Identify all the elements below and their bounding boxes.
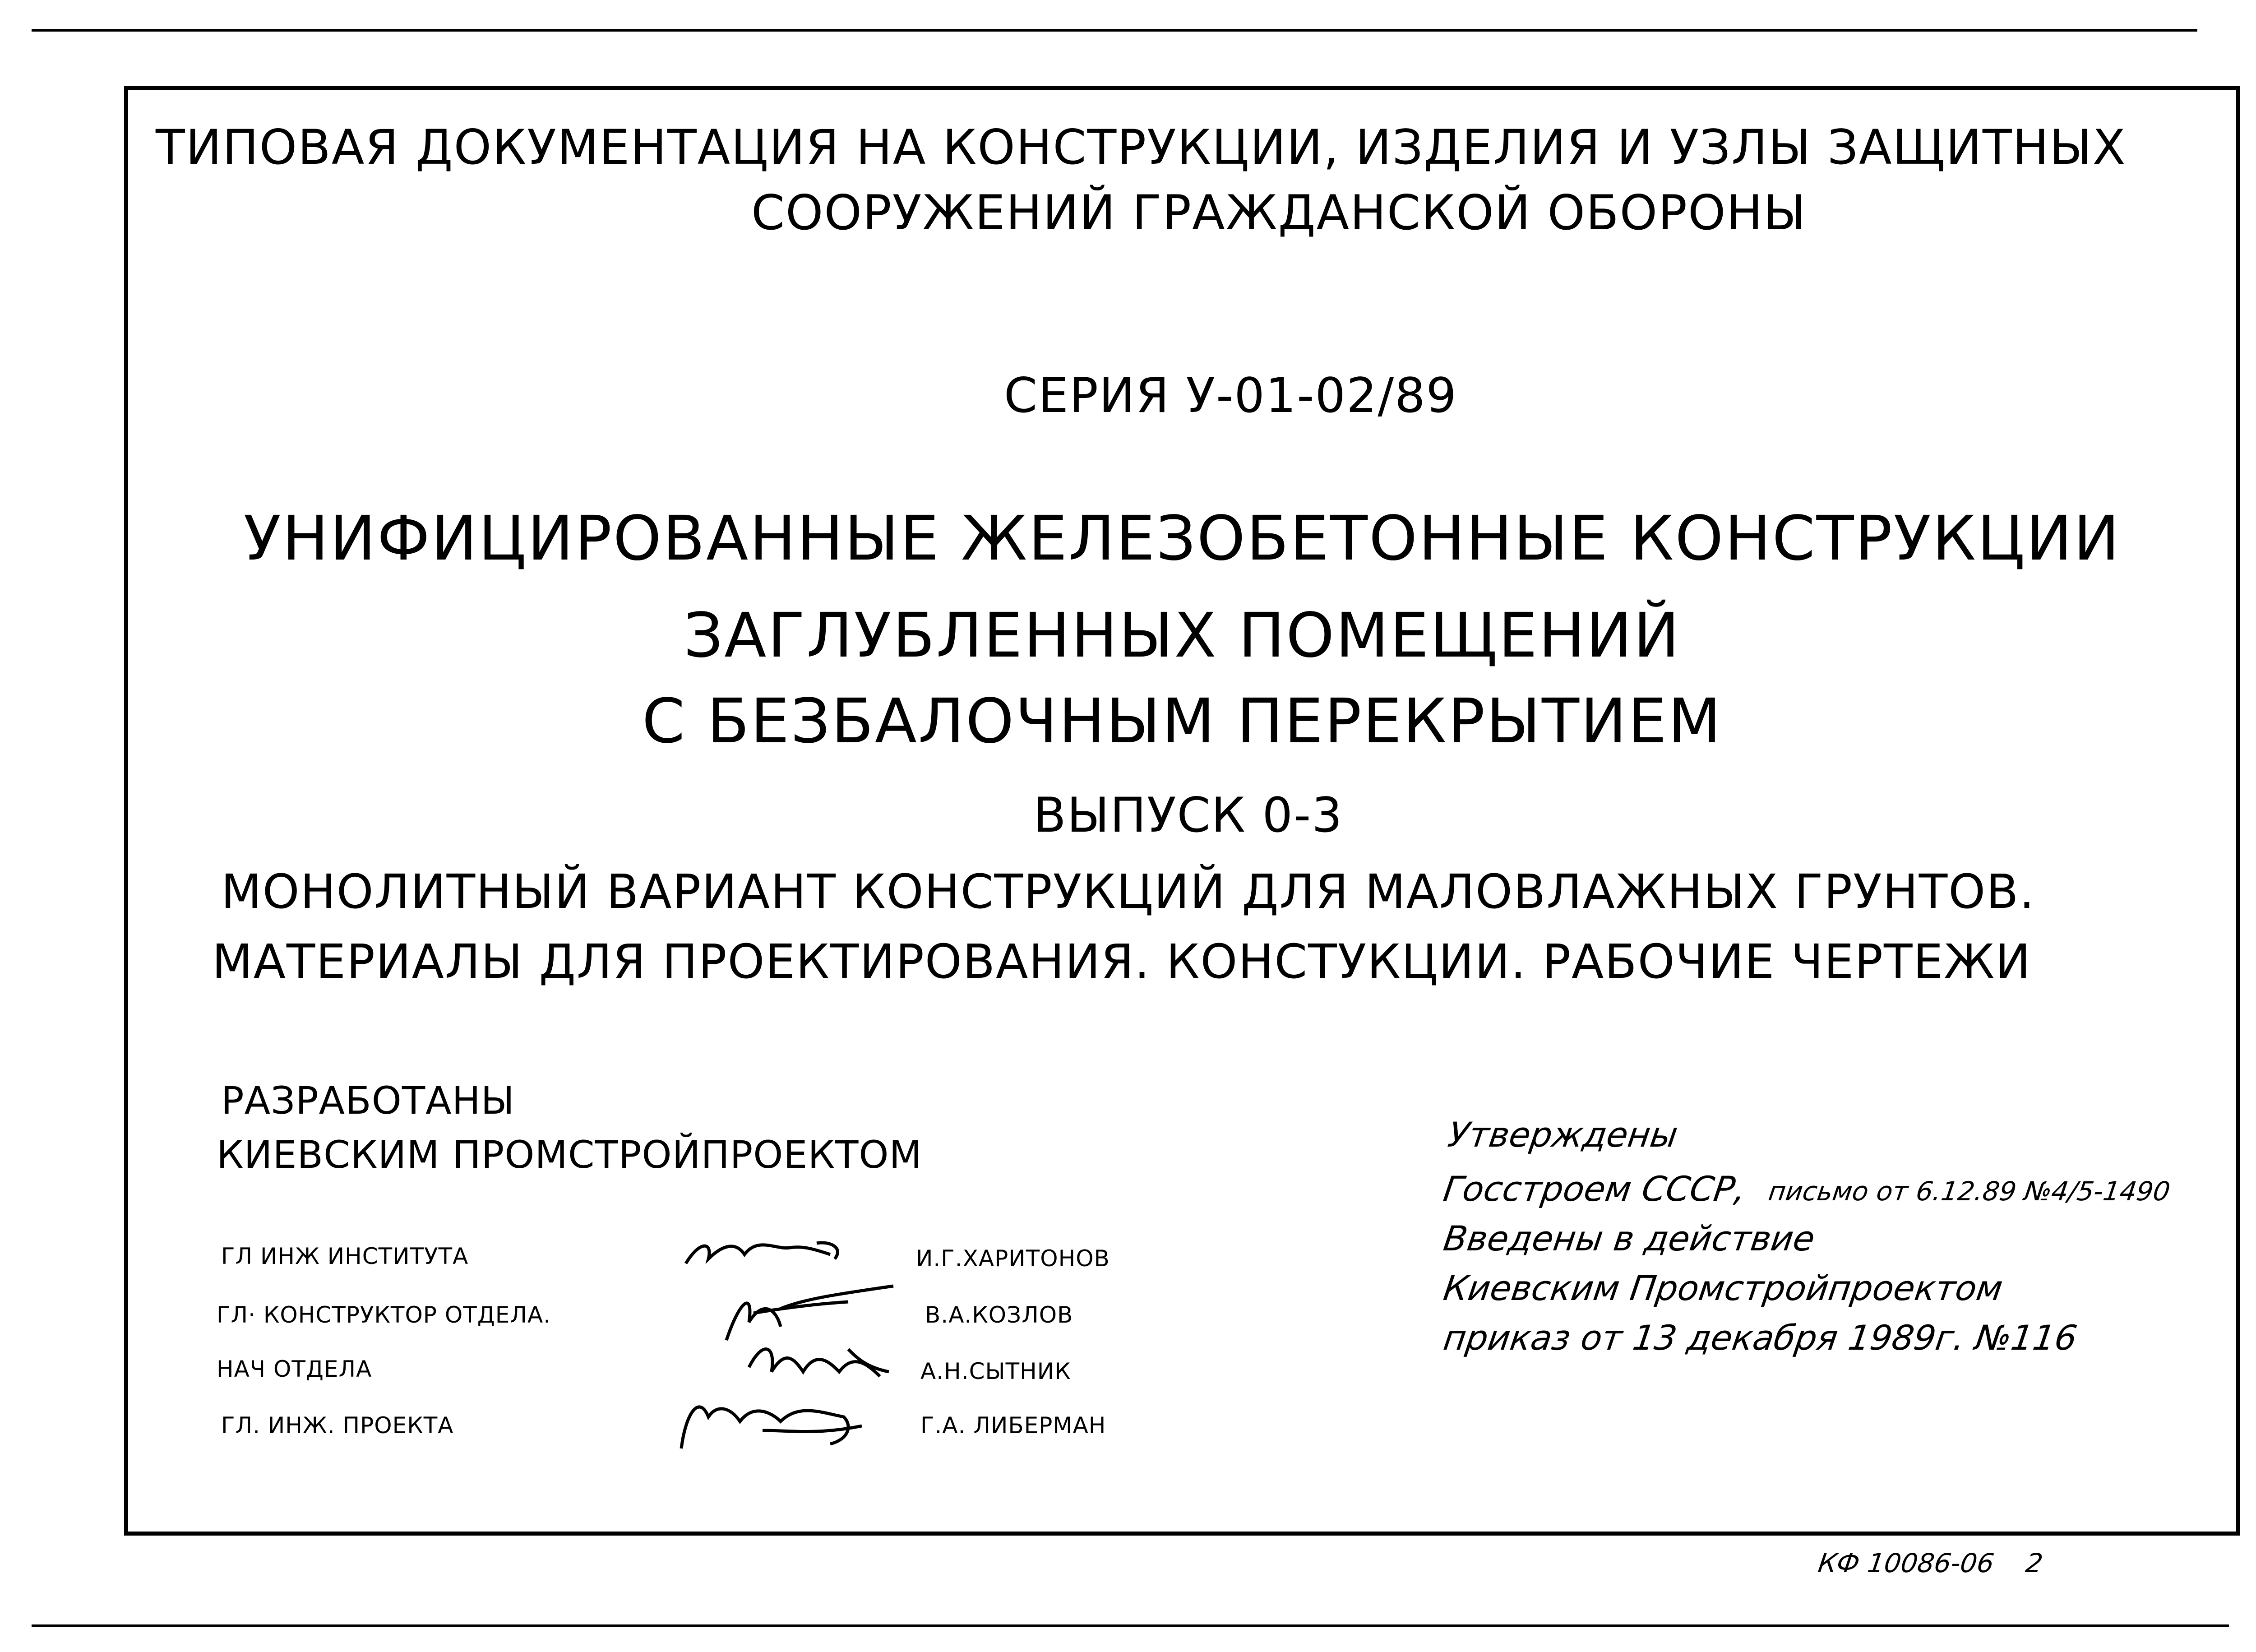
top-rule	[32, 29, 2197, 32]
staff-name-1: И.Г.ХАРИТОНОВ	[916, 1245, 1110, 1272]
staff-name-3: А.Н.СЫТНИК	[920, 1358, 1071, 1384]
staff-name-4: Г.А. ЛИБЕРМАН	[920, 1412, 1106, 1439]
approval-line-2a: Госстроем СССР,	[1441, 1169, 1749, 1209]
developed-org: КИЕВСКИМ ПРОМСТРОЙПРОЕКТОМ	[217, 1133, 923, 1177]
header-line-1: ТИПОВАЯ ДОКУМЕНТАЦИЯ НА КОНСТРУКЦИИ, ИЗДЕЛИЯ И УЗЛЫ ЗАЩИТНЫХ	[156, 120, 2127, 175]
sheet-number: 2	[2024, 1548, 2045, 1578]
issue-number: ВЫПУСК 0-3	[1033, 787, 1343, 843]
staff-name-2: В.А.КОЗЛОВ	[925, 1302, 1073, 1328]
signature-kharitonov	[681, 1223, 853, 1282]
stamp-code: КФ 10086-06	[1816, 1548, 1996, 1578]
staff-role-4: ГЛ. ИНЖ. ПРОЕКТА	[221, 1412, 454, 1439]
approval-line-5: приказ от 13 декабря 1989г. №116	[1441, 1318, 2080, 1358]
bottom-rule	[32, 1624, 2229, 1627]
subtitle-line-1: МОНОЛИТНЫЙ ВАРИАНТ КОНСТРУКЦИЙ ДЛЯ МАЛОВЛАЖНЫХ ГРУНТОВ.	[221, 864, 2035, 919]
series-number: СЕРИЯ У-01-02/89	[1004, 368, 1457, 423]
subtitle-line-2: МАТЕРИАЛЫ ДЛЯ ПРОЕКТИРОВАНИЯ. КОНСТУКЦИИ. РАБОЧИЕ ЧЕРТЕЖИ	[212, 934, 2032, 989]
title-line-1: УНИФИЦИРОВАННЫЕ ЖЕЛЕЗОБЕТОННЫЕ КОНСТРУКЦИИ	[243, 503, 2121, 574]
staff-role-3: НАЧ ОТДЕЛА	[217, 1356, 372, 1382]
title-line-2: ЗАГЛУБЛЕННЫХ ПОМЕЩЕНИЙ	[684, 600, 1681, 671]
approval-line-4: Киевским Промстройпроектом	[1441, 1268, 2006, 1308]
header-line-2: СООРУЖЕНИЙ ГРАЖДАНСКОЙ ОБОРОНЫ	[751, 185, 1807, 241]
signature-sytnik	[744, 1331, 898, 1390]
approval-line-1: Утверждены	[1445, 1115, 1681, 1155]
approval-line-2b: письмо от 6.12.89 №4/5-1490	[1766, 1176, 2172, 1207]
title-line-3: С БЕЗБАЛОЧНЫМ ПЕРЕКРЫТИЕМ	[642, 686, 1723, 757]
staff-role-1: ГЛ ИНЖ ИНСТИТУТА	[221, 1243, 469, 1269]
staff-role-2: ГЛ· КОНСТРУКТОР ОТДЕЛА.	[217, 1302, 551, 1328]
approval-line-3: Введены в действие	[1441, 1218, 1817, 1259]
developed-label: РАЗРАБОТАНЫ	[221, 1078, 515, 1123]
signature-liberman	[672, 1385, 880, 1453]
